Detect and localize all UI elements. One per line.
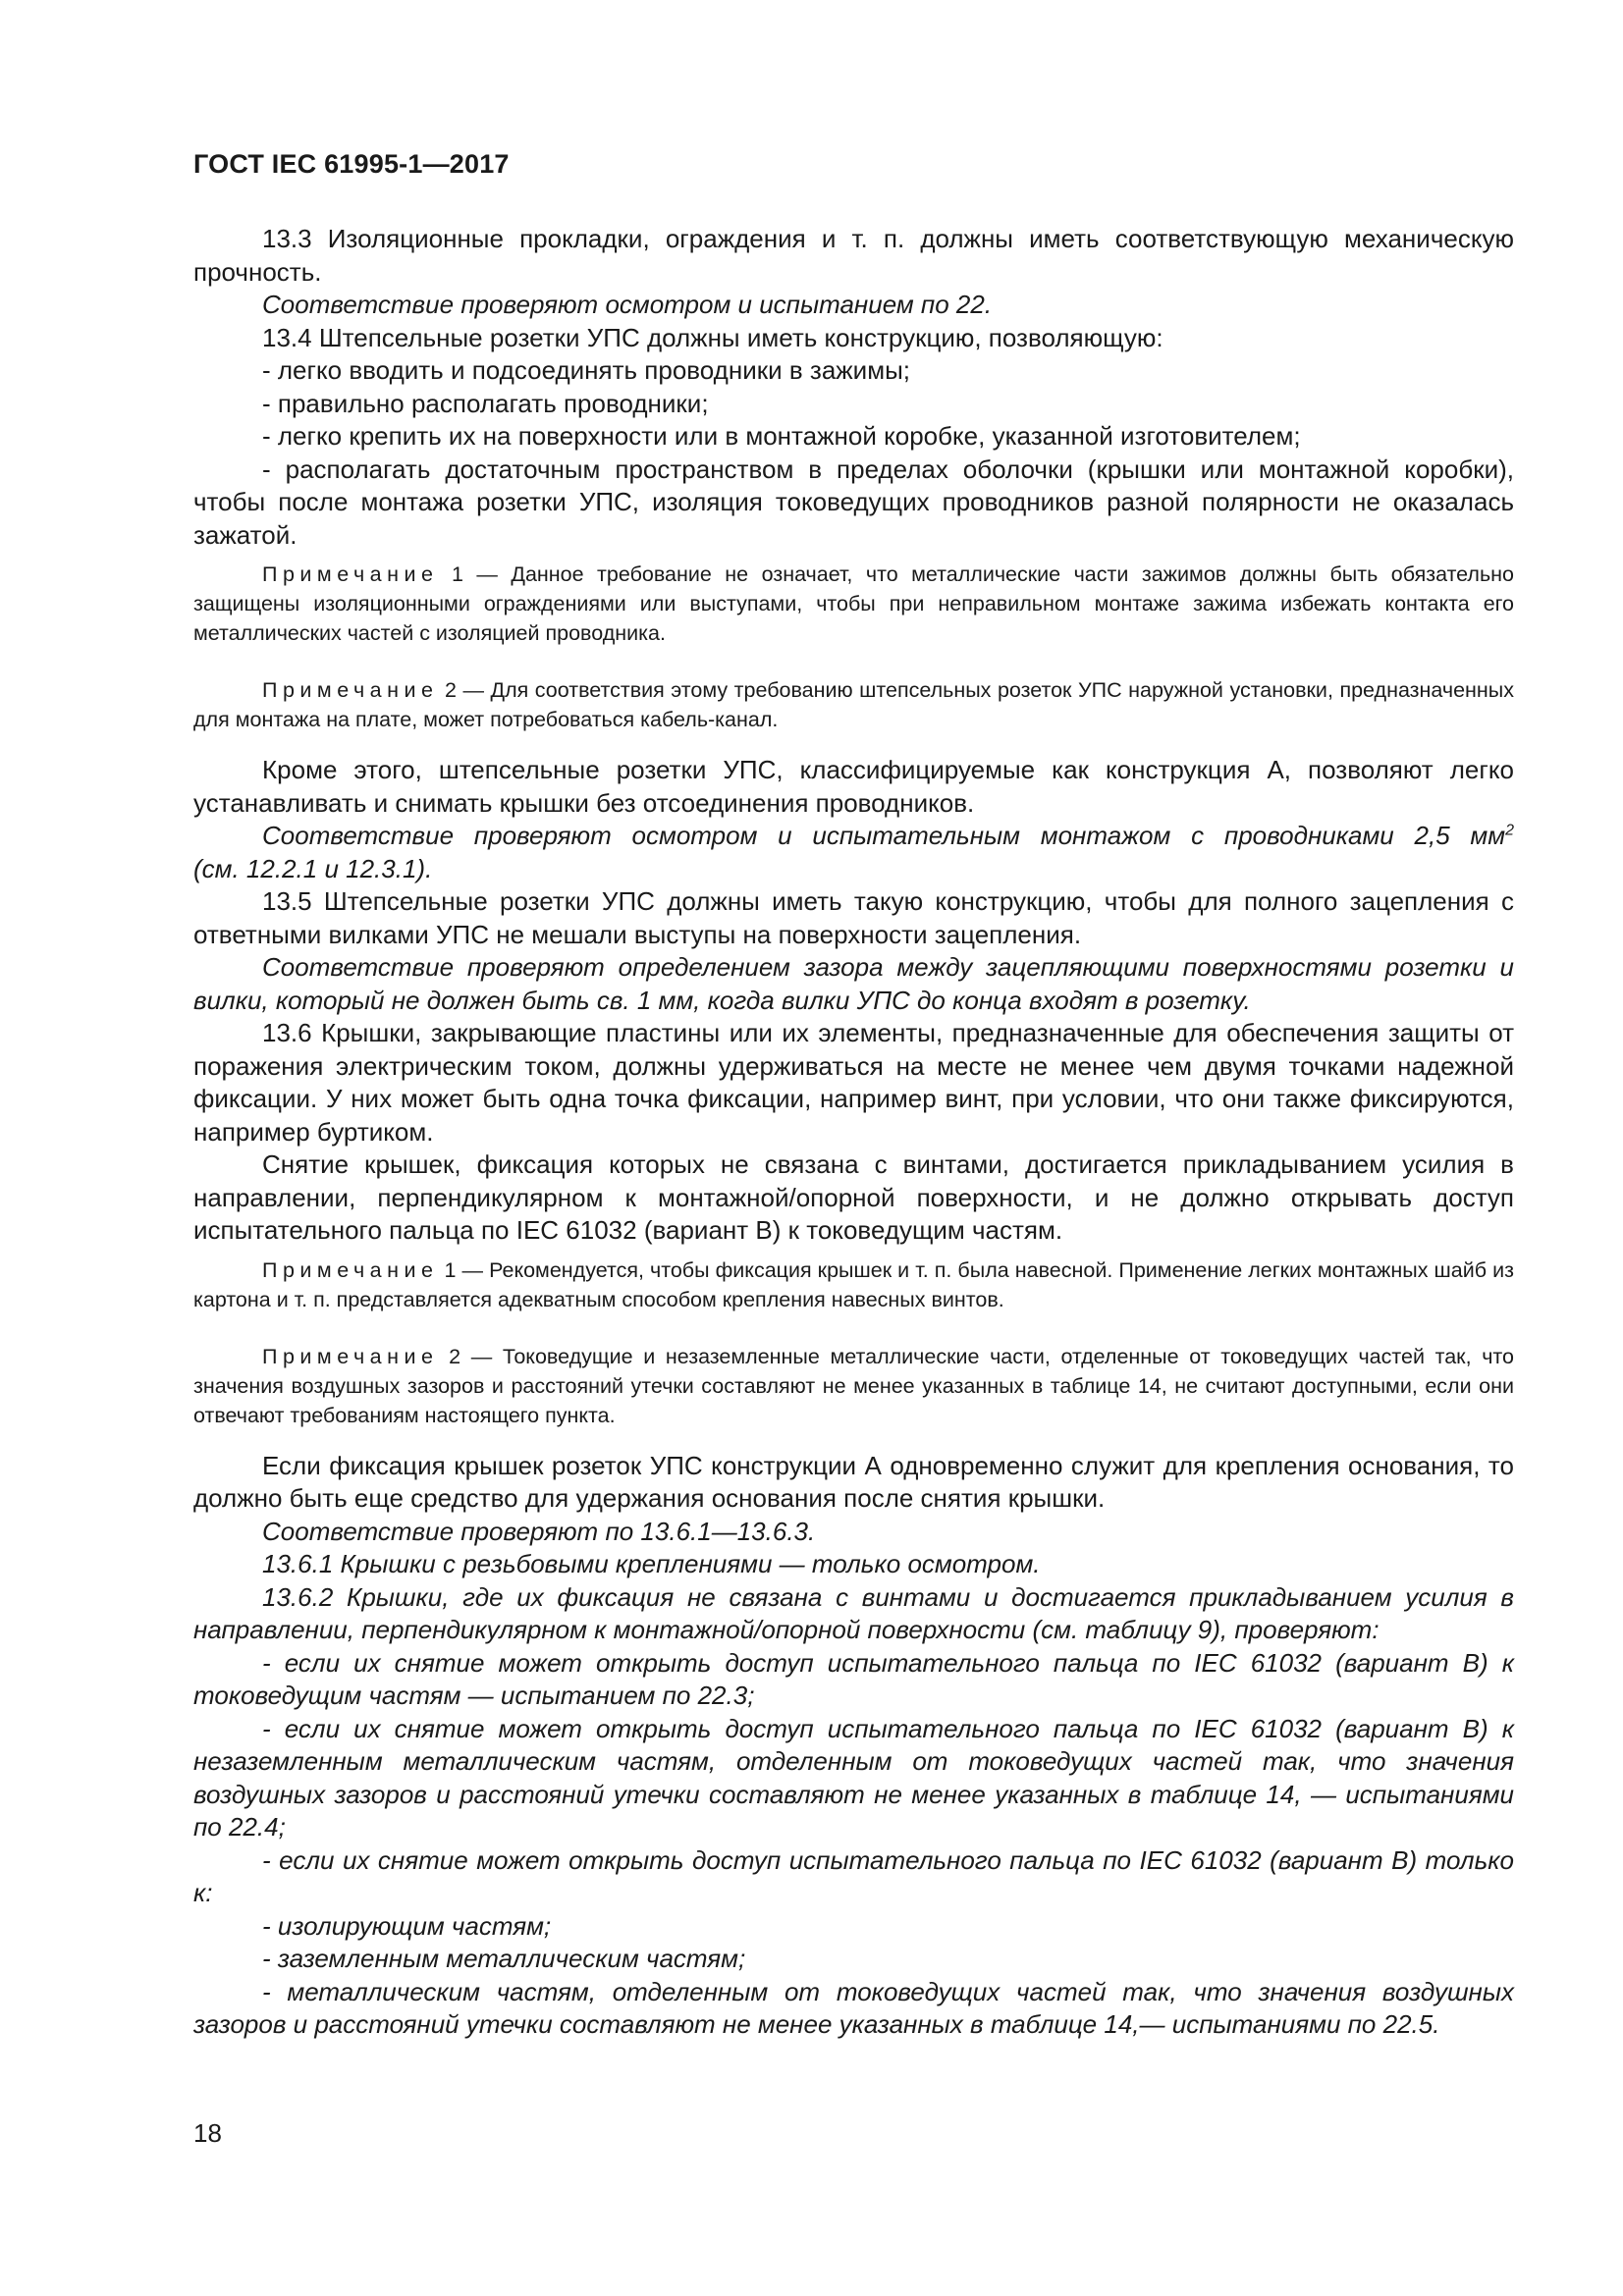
clause-13-6: 13.6 Крышки, закрывающие пластины или их элементы, предназначенные для обеспечения защиты от поражения электрическим током, должны удерживаться на месте не менее чем двумя точками надежной фиксации. У них может быть одна точка фиксации, например винт, при условии, что они также фиксируются, например буртиком. [193,1018,1514,1147]
fixation-check: Соответствие проверяют по 13.6.1—13.6.3. [262,1516,816,1546]
note-text: 2 — Для соответствия этому требованию штепсельных розеток УПС наружной установки, предназначенных для монтажа на плате, может потребоваться кабель-канал. [193,678,1514,731]
fixation-paragraph: Если фиксация крышек розеток УПС конструкции А одновременно служит для крепления основания, то должно быть еще средство для удержания основания после снятия крышки. [193,1450,1514,1513]
note-label: Примечание [262,562,439,586]
design-a-check-text: Соответствие проверяют осмотром и испытательным монтажом с проводниками 2,5 мм [262,821,1506,850]
note-text: 1 — Рекомендуется, чтобы фиксация крышек и т. п. была навесной. Применение легких монтажных шайб из картона и т. п. представляется адекватным способом крепления навесных винтов. [193,1257,1514,1311]
note-2-a [193,675,1514,734]
clause-13-5-check: Соответствие проверяют определением зазора между зацепляющими поверхностями розетки и вилки, который не должен быть св. 1 мм, когда вилки УПС до конца входят в розетку. [193,952,1514,1015]
clause-13-3: 13.3 Изоляционные прокладки, ограждения и т. п. должны иметь соответствующую механическую прочность. [193,224,1514,287]
list-item: - изолирующим частям; [262,1910,552,1941]
note-2-b [193,1342,1514,1430]
note-1-b [193,1255,1514,1314]
document-header: ГОСТ IEC 61995-1—2017 [193,149,510,179]
list-item: - легко крепить их на поверхности или в монтажной коробке, указанной изготовителем; [262,421,1301,451]
list-item: - легко вводить и подсоединять проводники в зажимы; [262,355,910,385]
clause-13-6-2: 13.6.2 Крышки, где их фиксация не связана с винтами и достигается прикладыванием усилия в направлении, перпендикулярном к монтажной/опорной поверхности (см. таблицу 9), проверяют: [193,1581,1514,1644]
clause-13-6-1: 13.6.1 Крышки с резьбовыми креплениями — только осмотром. [262,1549,1041,1578]
design-a-check-ref: (см. 12.2.1 и 12.3.1). [193,853,433,883]
design-a-check [193,820,1514,853]
clause-13-3-check: Соответствие проверяют осмотром и испытанием по 22. [262,290,993,319]
list-item: - если их снятие может открыть доступ испытательного пальца по IEC 61032 (вариант В) только к: [193,1844,1514,1907]
list-item: - располагать достаточным пространством в пределах оболочки (крышки или монтажной коробки), чтобы после монтажа розетки УПС, изоляция токоведущих проводников разной полярности не оказалась зажатой. [193,454,1514,550]
superscript: 2 [1505,822,1514,839]
note-text: 2 — Токоведущие и незаземленные металлические части, отделенные от токоведущих частей так, что значения воздушных зазоров и расстояний утечки составляют не менее указанных в таблице 14, не считают доступными, если они отвечают требованиям настоящего пункта. [193,1344,1514,1427]
note-label: Примечание [262,1257,439,1282]
design-a-paragraph: Кроме этого, штепсельные розетки УПС, классифицируемые как конструкция А, позволяют легко устанавливать и снимать крышки без отсоединения проводников. [193,755,1514,818]
note-text: 1 — Данное требование не означает, что металлические части зажимов должны быть обязательно защищены изоляционными ограждениями или выступами, чтобы при неправильном монтаже зажима избежать контакта его металлических частей с изоляцией проводника. [193,562,1514,645]
clause-13-6-removal: Снятие крышек, фиксация которых не связана с винтами, достигается прикладыванием усилия в направлении, перпендикулярном к монтажной/опорной поверхности, и не должно открывать доступ испытательного пальца по IEC 61032 (вариант В) к токоведущим частям. [193,1149,1514,1245]
list-item: - правильно располагать проводники; [262,388,709,418]
clause-13-5: 13.5 Штепсельные розетки УПС должны иметь такую конструкцию, чтобы для полного зацепления с ответными вилками УПС не мешали выступы на поверхности зацепления. [193,886,1514,949]
list-item: - если их снятие может открыть доступ испытательного пальца по IEC 61032 (вариант В) к незаземленным металлическим частям, отделенным от токоведущих частей так, что значения воздушных зазоров и расстояний утечки составляют не менее указанных в таблице 14, — испытаниями по 22.4; [193,1713,1514,1842]
note-1-a [193,560,1514,648]
list-item: - заземленным металлическим частям; [262,1944,746,1973]
document-body [193,223,1514,2042]
note-label: Примечание [262,678,439,702]
list-item: - металлическим частям, отделенным от токоведущих частей так, что значения воздушных зазоров и расстояний утечки составляют не менее указанных в таблице 14,— испытаниями по 22.5. [193,1976,1514,2039]
clause-13-4: 13.4 Штепсельные розетки УПС должны иметь конструкцию, позволяющую: [262,322,1163,352]
page-number: 18 [193,2118,222,2148]
list-item: - если их снятие может открыть доступ испытательного пальца по IEC 61032 (вариант В) к токоведущим частям — испытанием по 22.3; [193,1647,1514,1710]
note-label: Примечание [262,1344,439,1368]
